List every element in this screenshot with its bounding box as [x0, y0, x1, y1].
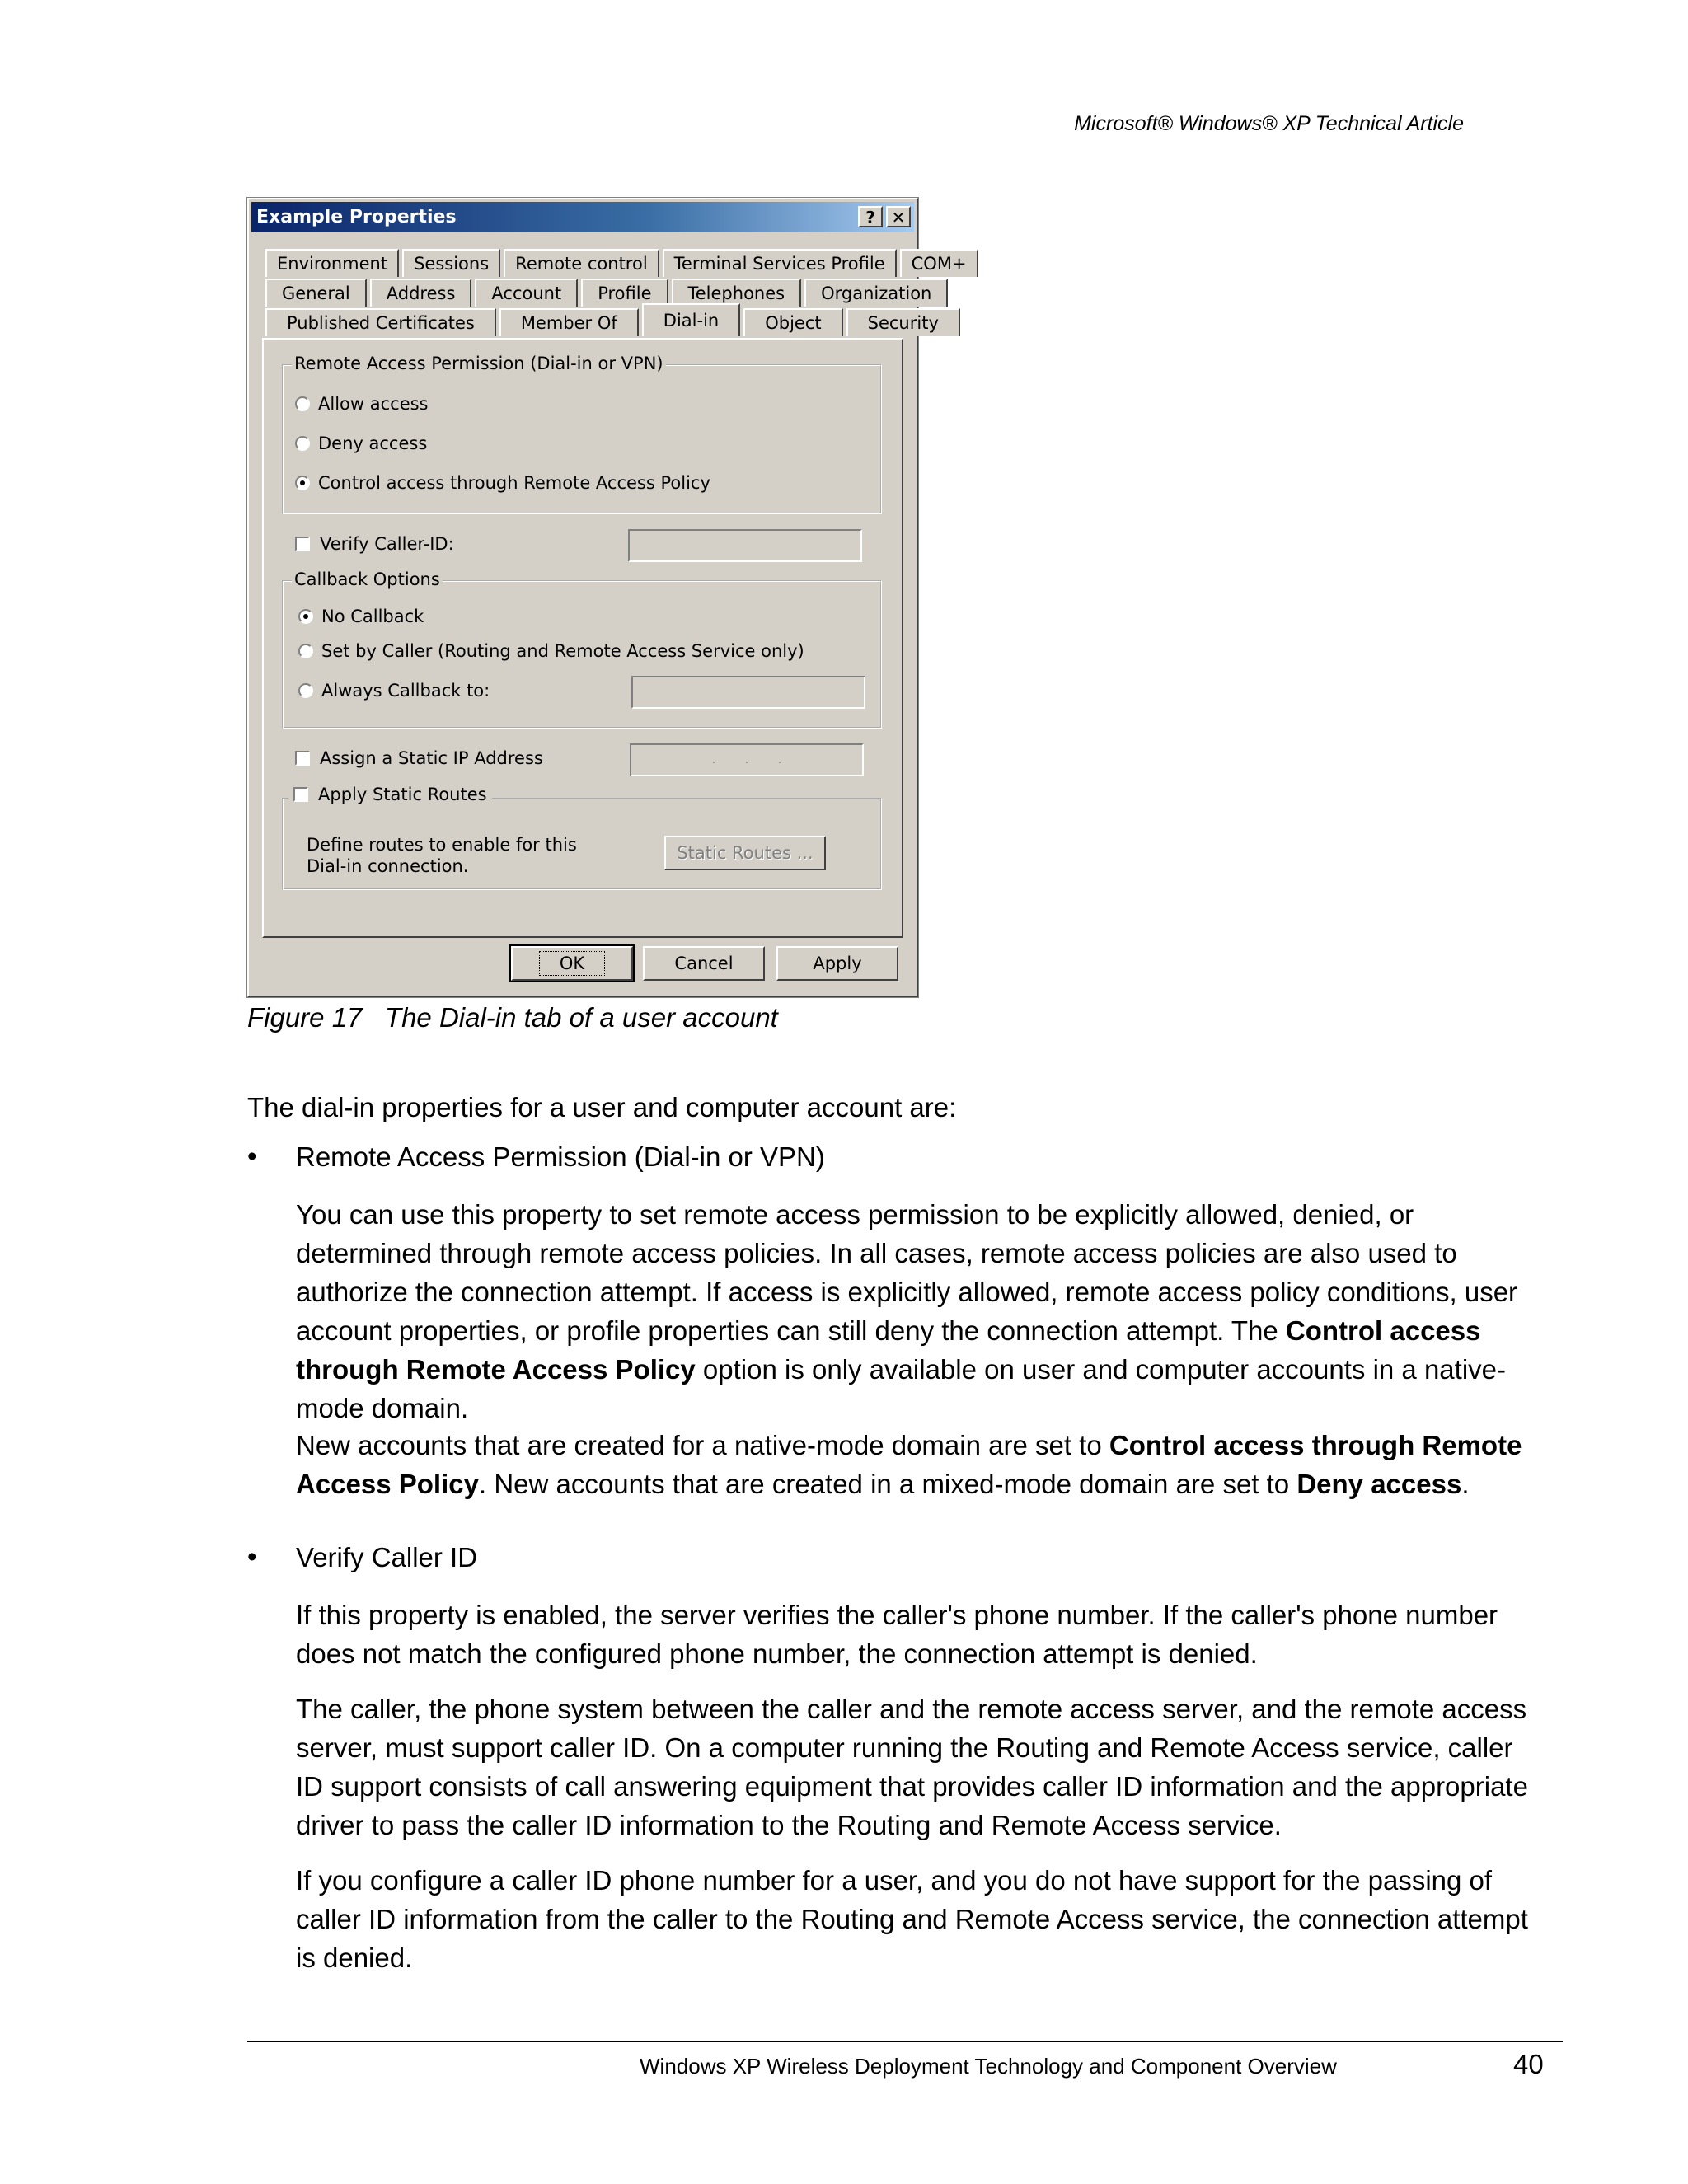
control-access-label: Control access through Remote Access Policy [318, 473, 710, 493]
tab-object[interactable]: Object [743, 308, 842, 336]
page-number: 40 [1513, 2049, 1544, 2079]
apply-static-routes-checkbox[interactable] [288, 785, 492, 804]
footer-divider [247, 2041, 1563, 2042]
allow-access-radio[interactable] [295, 394, 429, 414]
bold-text: Deny access [1296, 1469, 1462, 1499]
cancel-button[interactable]: Cancel [643, 946, 765, 981]
permission-group [282, 354, 882, 514]
tab-profile[interactable]: Profile [581, 279, 668, 307]
tab-row-2 [265, 279, 951, 307]
bullet-1-paragraph-1 [296, 1195, 1532, 1427]
dialog-titlebar[interactable] [251, 202, 914, 232]
deny-access-label: Deny access [318, 434, 428, 453]
dialog-title: Example Properties [256, 206, 457, 227]
tab-com-plus[interactable]: COM+ [900, 249, 978, 277]
radio-icon [298, 683, 313, 698]
callback-number-input[interactable] [631, 676, 865, 709]
tab-remote-control[interactable]: Remote control [504, 249, 659, 277]
tab-security[interactable]: Security [846, 308, 960, 336]
properties-dialog [247, 198, 967, 997]
verify-caller-id-checkbox[interactable] [295, 534, 454, 554]
tab-published-certificates[interactable]: Published Certificates [265, 308, 496, 336]
bullet-2: • [247, 1541, 257, 1572]
bullet-1-title: Remote Access Permission (Dial-in or VPN) [296, 1141, 825, 1172]
tab-organization[interactable]: Organization [804, 279, 948, 307]
apply-button[interactable]: Apply [776, 946, 898, 981]
allow-access-label: Allow access [318, 394, 429, 414]
figure-caption: Figure 17 The Dial-in tab of a user account [247, 1002, 778, 1033]
tab-address[interactable]: Address [370, 279, 472, 307]
text-run: You can use this property to set remote access permission to be explicitly allowed, denied, or determined through remote access policies. In all cases, remote access policies are also used to authorize the connection attempt. If access is explicitly allowed, remote access policy conditions, user account properties, or profile properties can still deny the connection attempt. The [296, 1199, 1518, 1346]
verify-caller-id-label: Verify Caller-ID: [320, 534, 454, 554]
no-callback-radio[interactable] [298, 607, 424, 626]
always-callback-radio[interactable] [298, 681, 490, 701]
ok-button[interactable] [511, 946, 633, 981]
bullet-2-paragraph-2: The caller, the phone system between the caller and the remote access server, and the remote access server, must support caller ID. On a computer running the Routing and Remote Access service, caller ID support consists of call answering equipment that provides caller ID information and the appropriate driver to pass the caller ID information to the Routing and Remote Access service. [296, 1694, 1528, 1840]
bullet-1-paragraph-2 [296, 1426, 1532, 1503]
tab-general[interactable]: General [265, 279, 367, 307]
no-callback-label: No Callback [321, 607, 424, 626]
radio-icon [295, 436, 310, 451]
tab-row-3 [265, 308, 964, 336]
callback-group [282, 569, 882, 729]
checkbox-icon [295, 537, 310, 551]
tab-telephones[interactable]: Telephones [672, 279, 802, 307]
radio-icon [295, 396, 310, 411]
control-access-radio[interactable] [295, 473, 710, 493]
assign-static-ip-label: Assign a Static IP Address [320, 748, 543, 768]
static-routes-group [282, 785, 882, 890]
apply-static-routes-label: Apply Static Routes [318, 785, 487, 804]
static-routes-button[interactable]: Static Routes ... [664, 836, 826, 870]
set-by-caller-label: Set by Caller (Routing and Remote Access Service only) [321, 641, 804, 661]
text-run: . [1461, 1469, 1470, 1499]
tab-environment[interactable]: Environment [265, 249, 399, 277]
callback-group-label: Callback Options [292, 569, 443, 589]
routes-description: Define routes to enable for this Dial-in connection. [307, 835, 577, 876]
assign-static-ip-checkbox[interactable] [295, 748, 543, 768]
ok-label: OK [539, 951, 605, 976]
help-icon[interactable]: ? [858, 206, 883, 227]
static-ip-input[interactable] [630, 743, 864, 776]
bullet-2-paragraph-3: If you configure a caller ID phone number for a user, and you do not have support for the passing of caller ID information from the caller to the Routing and Remote Access service, the connection attempt is denied. [296, 1865, 1528, 1973]
bold-text: Control access through Remote Access Policy [296, 1430, 1522, 1499]
text-run: option is only available on user and computer accounts in a native-mode domain. [296, 1354, 1506, 1423]
tab-member-of[interactable]: Member Of [499, 308, 639, 336]
page-header: Microsoft® Windows® XP Technical Article [1074, 112, 1464, 135]
tab-dial-in[interactable]: Dial-in [642, 303, 740, 336]
checkbox-icon [293, 787, 308, 802]
bold-text: Control access through Remote Access Policy [296, 1315, 1481, 1385]
radio-icon [298, 644, 313, 658]
bullet-2-paragraph-1: If this property is enabled, the server verifies the caller's phone number. If the caller's phone number does not match the configured phone number, the connection attempt is denied. [296, 1600, 1498, 1669]
bullet-2-title: Verify Caller ID [296, 1542, 478, 1572]
text-run: New accounts that are created for a native-mode domain are set to [296, 1430, 1109, 1460]
tab-account[interactable]: Account [475, 279, 578, 307]
ip-separators: . . . [711, 753, 782, 766]
radio-selected-icon [298, 609, 313, 624]
permission-group-label: Remote Access Permission (Dial-in or VPN) [292, 354, 666, 373]
checkbox-icon [295, 751, 310, 766]
caller-id-input[interactable] [628, 529, 862, 562]
deny-access-radio[interactable] [295, 434, 427, 453]
bullet-1: • [247, 1141, 257, 1171]
tab-sessions[interactable]: Sessions [402, 249, 500, 277]
always-callback-label: Always Callback to: [321, 681, 490, 701]
tab-row-1 [265, 249, 982, 277]
intro-paragraph: The dial-in properties for a user and computer account are: [247, 1092, 957, 1122]
radio-selected-icon [295, 476, 310, 490]
footer-title: Windows XP Wireless Deployment Technology and Component Overview [640, 2054, 1337, 2079]
close-icon[interactable]: ✕ [886, 206, 911, 227]
tab-terminal-services-profile[interactable]: Terminal Services Profile [663, 249, 897, 277]
text-run: . New accounts that are created in a mixed-mode domain are set to [478, 1469, 1297, 1499]
set-by-caller-radio[interactable] [298, 641, 804, 661]
dial-in-panel [262, 338, 903, 938]
